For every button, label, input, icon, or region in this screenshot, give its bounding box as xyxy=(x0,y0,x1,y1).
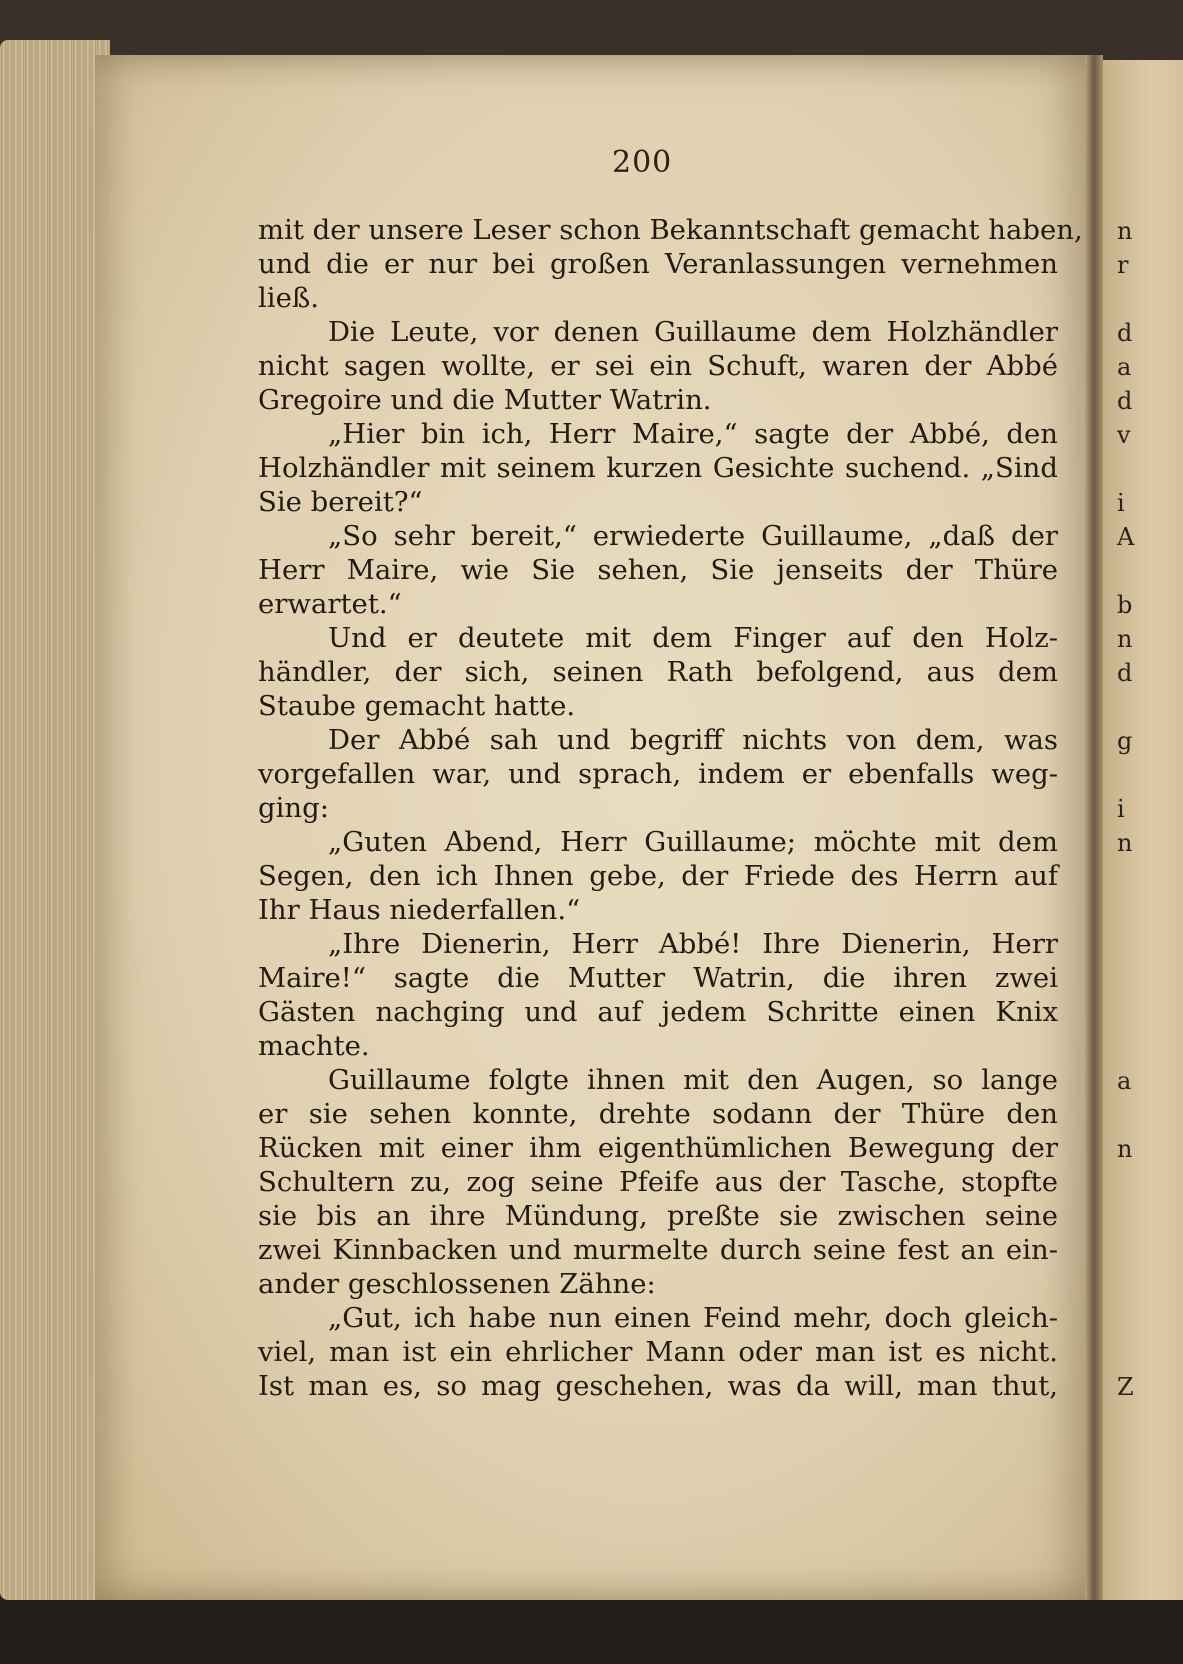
text-line: „Ihre Dienerin, Herr Abbé! Ihre Dienerin, Herr xyxy=(328,928,1058,960)
text-line: „Gut, ich habe nun einen Feind mehr, doch gleich- xyxy=(328,1302,1058,1334)
next-page-fragment: r xyxy=(1117,251,1129,279)
next-page-fragment: d xyxy=(1117,387,1133,415)
page-number: 200 xyxy=(612,145,673,180)
text-line: händler, der sich, seinen Rath befolgend, aus dem xyxy=(258,656,1058,688)
next-page-fragment: v xyxy=(1117,421,1131,449)
text-line: Segen, den ich Ihnen gebe, der Friede des Herrn auf xyxy=(258,860,1058,892)
text-line: Der Abbé sah und begriff nichts von dem, was xyxy=(328,724,1058,756)
next-page-fragment: n xyxy=(1117,217,1133,245)
text-line: „So sehr bereit,“ erwiederte Guillaume, „daß der xyxy=(328,520,1058,552)
text-line: „Guten Abend, Herr Guillaume; möchte mit dem xyxy=(328,826,1058,858)
next-page-fragment: A xyxy=(1117,523,1135,551)
text-line: Sie bereit?“ xyxy=(258,486,423,518)
text-line: Ist man es, so mag geschehen, was da will, man thut, xyxy=(258,1370,1058,1402)
next-page-fragment: Z xyxy=(1117,1373,1134,1401)
text-line: ging: xyxy=(258,792,329,824)
page-edges xyxy=(0,40,110,1600)
next-page-fragment: n xyxy=(1117,625,1133,653)
text-line: sie bis an ihre Mündung, preßte sie zwischen seine xyxy=(258,1200,1058,1232)
text-line: mit der unsere Leser schon Bekanntschaft gemacht haben, xyxy=(258,214,1083,246)
text-line: Die Leute, vor denen Guillaume dem Holzhändler xyxy=(328,316,1058,348)
text-line: und die er nur bei großen Veranlassungen vernehmen xyxy=(258,248,1058,280)
text-line: Herr Maire, wie Sie sehen, Sie jenseits der Thüre xyxy=(258,554,1058,586)
bottom-background xyxy=(0,1600,1183,1664)
text-line: vorgefallen war, und sprach, indem er ebenfalls weg- xyxy=(258,758,1058,790)
text-line: machte. xyxy=(258,1030,370,1062)
next-page-fragment: n xyxy=(1117,829,1133,857)
text-line: nicht sagen wollte, er sei ein Schuft, waren der Abbé xyxy=(258,350,1058,382)
text-line: zwei Kinnbacken und murmelte durch seine fest an ein- xyxy=(258,1234,1058,1266)
text-line: Staube gemacht hatte. xyxy=(258,690,576,722)
text-line: erwartet.“ xyxy=(258,588,402,620)
next-page-fragment: i xyxy=(1117,489,1125,517)
next-page-fragment: d xyxy=(1117,659,1133,687)
next-page-fragment: n xyxy=(1117,1135,1133,1163)
text-line: Guillaume folgte ihnen mit den Augen, so lange xyxy=(328,1064,1058,1096)
next-page-fragment: a xyxy=(1117,1067,1132,1095)
text-line: Holzhändler mit seinem kurzen Gesichte suchend. „Sind xyxy=(258,452,1058,484)
text-line: er sie sehen konnte, drehte sodann der Thüre den xyxy=(258,1098,1058,1130)
text-line: Ihr Haus niederfallen.“ xyxy=(258,894,581,926)
text-line: Schultern zu, zog seine Pfeife aus der Tasche, stopfte xyxy=(258,1166,1058,1198)
text-line: „Hier bin ich, Herr Maire,“ sagte der Abbé, den xyxy=(328,418,1058,450)
book-gutter xyxy=(1085,55,1103,1600)
text-line: Gregoire und die Mutter Watrin. xyxy=(258,384,712,416)
text-line: Und er deutete mit dem Finger auf den Holz- xyxy=(328,622,1058,654)
next-page-fragment: b xyxy=(1117,591,1133,619)
text-line: Gästen nachging und auf jedem Schritte einen Knix xyxy=(258,996,1058,1028)
text-line: ließ. xyxy=(258,282,319,314)
body-text xyxy=(258,213,1083,1403)
next-page-fragment: d xyxy=(1117,319,1133,347)
text-line: viel, man ist ein ehrlicher Mann oder man ist es nicht. xyxy=(258,1336,1058,1368)
text-line: Rücken mit einer ihm eigenthümlichen Bewegung der xyxy=(258,1132,1058,1164)
text-line: Maire!“ sagte die Mutter Watrin, die ihren zwei xyxy=(258,962,1058,994)
next-page-fragment: g xyxy=(1117,727,1133,755)
next-page-edge xyxy=(1103,60,1183,1600)
next-page-fragment: i xyxy=(1117,795,1125,823)
text-line: ander geschlossenen Zähne: xyxy=(258,1268,656,1300)
next-page-fragment: a xyxy=(1117,353,1132,381)
